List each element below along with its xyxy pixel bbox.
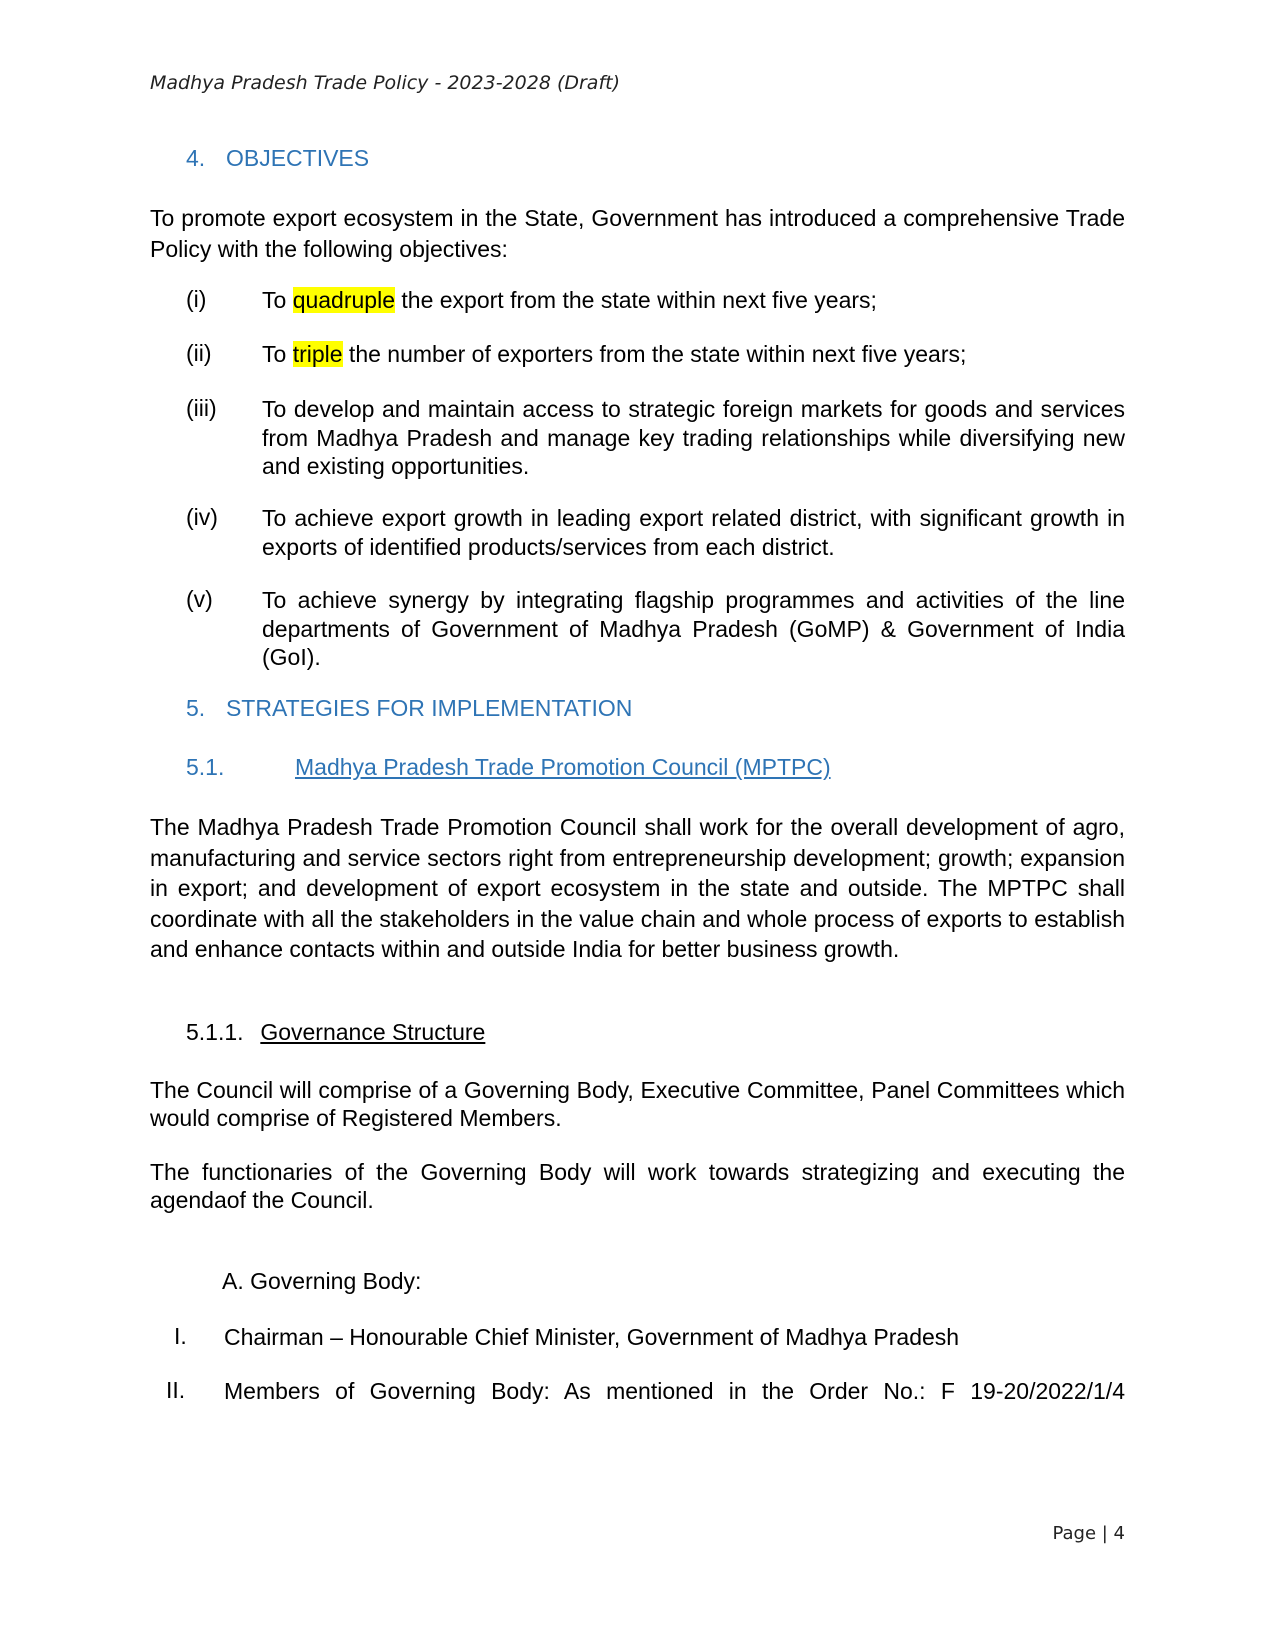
governing-body-item-number: I.: [174, 1323, 187, 1349]
governing-body-item-text: Members of Governing Body: As mentioned in the Order No.: F 19-20/2022/1/4: [224, 1378, 1125, 1404]
page-number: Page | 4: [1052, 1523, 1125, 1544]
objective-text-post: the export from the state within next five years;: [395, 287, 877, 313]
section-5-1-1-number: 5.1.1.: [186, 1019, 244, 1045]
governance-paragraph-1: The Council will comprise of a Governing Body, Executive Committee, Panel Committees which would comprise of Registered Members.: [150, 1077, 1125, 1131]
objective-number: (iii): [186, 395, 217, 421]
governance-paragraph-2: The functionaries of the Governing Body will work towards strategizing and executing the agendaof the Council.: [150, 1159, 1125, 1213]
objective-number: (iv): [186, 504, 218, 530]
mptpc-paragraph: The Madhya Pradesh Trade Promotion Council shall work for the overall development of agro, manufacturing and service sectors right from entrepreneurship development; growth; expansion in export; and development of export ecosystem in the state and outside. The MPTPC shall coordinate with all the stakeholders in the value chain and whole process of exports to establish and enhance contacts within and outside India for better business growth.: [150, 814, 1125, 962]
section-5-number: 5.: [186, 695, 206, 721]
objective-text: [262, 286, 1125, 315]
section-5-1-1-title: Governance Structure: [260, 1019, 486, 1045]
governing-body-item-number: II.: [166, 1377, 186, 1403]
highlighted-word: quadruple: [292, 287, 395, 313]
highlighted-word: triple: [292, 341, 343, 367]
section-5-title: STRATEGIES FOR IMPLEMENTATION: [225, 695, 633, 721]
objectives-intro: To promote export ecosystem in the State, Government has introduced a comprehensive Trade Policy with the following objectives:: [150, 205, 1125, 262]
section-5-1-title-link[interactable]: Madhya Pradesh Trade Promotion Council (MPTPC): [295, 754, 831, 780]
section-5-1-1-heading: [186, 1019, 485, 1046]
governing-body-label: A. Governing Body:: [222, 1268, 422, 1294]
objective-text-pre: To: [262, 341, 293, 367]
objective-text: To achieve synergy by integrating flagship programmes and activities of the line departments of Government of Madhya Pradesh (GoMP) & Government of India (GoI).: [262, 587, 1125, 670]
governing-body-item-text: Chairman – Honourable Chief Minister, Government of Madhya Pradesh: [224, 1324, 960, 1350]
section-5-1-number: 5.1.: [186, 754, 225, 780]
objective-text-pre: To: [262, 287, 293, 313]
running-header: Madhya Pradesh Trade Policy - 2023-2028 (Draft): [150, 72, 620, 94]
section-4-title: OBJECTIVES: [225, 145, 370, 171]
objective-number: (v): [186, 586, 213, 612]
objective-number: (ii): [186, 340, 212, 366]
objective-text: [262, 340, 1125, 369]
section-4-number: 4.: [186, 145, 206, 171]
objective-number: (i): [186, 286, 207, 312]
section-5-heading: [186, 695, 632, 722]
objective-text: To develop and maintain access to strategic foreign markets for goods and services from Madhya Pradesh and manage key trading relationships while diversifying new and existing opportunities.: [262, 396, 1125, 479]
objective-text-post: the number of exporters from the state within next five years;: [342, 341, 967, 367]
objective-text: To achieve export growth in leading export related district, with significant growth in exports of identified products/services from each district.: [262, 505, 1125, 560]
section-4-heading: [186, 145, 369, 172]
